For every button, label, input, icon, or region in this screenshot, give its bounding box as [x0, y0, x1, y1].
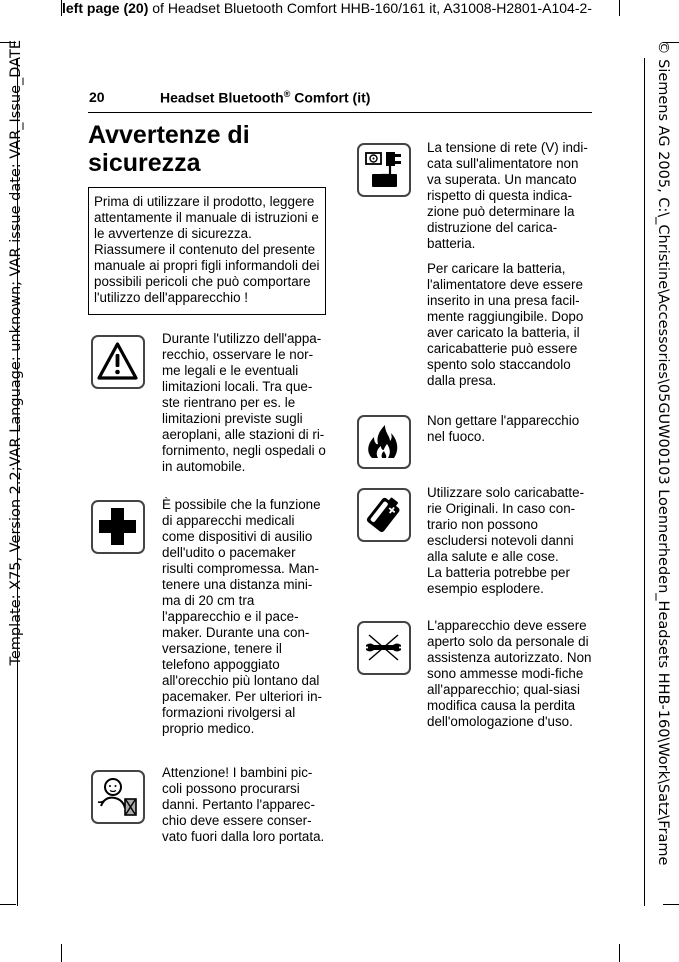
medical-section-text — [162, 497, 330, 737]
intro-paragraph-2: Riassumere il contenuto del presente manuale ai propri figli informandoli dei possibili pericoli che può comportare l'utilizzo dell'apparecchio ! — [94, 242, 320, 305]
battery-icon — [357, 488, 411, 542]
crop-mark — [61, 944, 62, 962]
warning-paragraph: Durante l'utilizzo dell'appa-recchio, osservare le nor-me legali e le eventuali limitazioni locali. Tra que-ste rientrano per es. le limitazioni previste sugli aeroplani, alle stazioni di ri-fornimento, negli ospedali o in automobile. — [162, 331, 326, 474]
crop-mark — [619, 944, 620, 962]
page-header — [88, 86, 592, 113]
fire-icon — [357, 415, 411, 469]
battery-paragraph-2: La batteria potrebbe per esempio esplodere. — [427, 565, 570, 596]
print-job-header — [62, 0, 674, 18]
warning-triangle-icon — [91, 335, 145, 389]
margin-rule — [644, 58, 645, 906]
child-safety-icon — [91, 770, 145, 824]
header-title-suffix: Comfort (it) — [290, 89, 371, 106]
registered-mark: ® — [283, 89, 291, 99]
header-title-main: Headset Bluetooth — [160, 89, 284, 106]
page-number: 20 — [89, 89, 105, 105]
power-supply-icon — [357, 143, 411, 197]
medical-cross-icon — [91, 500, 145, 554]
copyright-margin-note — [651, 40, 675, 920]
page-title — [88, 121, 308, 177]
power-paragraph-1: La tensione di rete (V) indi-cata sull'alimentatore non va superata. Un mancato rispetto di questa indica-zione può determinare la distruzione del carica-batteria. — [427, 140, 588, 251]
copyright-margin-text: © Siemens AG 2005, C:\_Christine\Accessories\05GUW00103 Loennerheden_Headsets HHB-160\Work\Satz\Frame — [655, 40, 671, 866]
power-section-text — [427, 140, 595, 389]
page-title-line-2: sicurezza — [88, 149, 201, 177]
fire-section-text — [427, 413, 595, 445]
repair-section-text — [427, 618, 595, 730]
warning-section-text — [162, 331, 330, 475]
fire-paragraph: Non gettare l'apparecchio nel fuoco. — [427, 413, 580, 444]
template-margin-text: Template: X75, Version 2.2;VAR Language: unknown; VAR issue date: VAR_Issue_DATE — [8, 40, 24, 666]
battery-section-text — [427, 485, 595, 597]
print-job-prefix: left page (20) — [62, 0, 149, 16]
repair-paragraph: L'apparecchio deve essere aperto solo da personale di assistenza autorizzato. Non sono ammesse modi-fiche all'apparecchio; qual-siasi modifica causa la perdita dell'omologazione d'uso. — [427, 618, 592, 729]
medical-paragraph: È possibile che la funzione di apparecchi medicali come dispositivi di ausilio dell'udito o pacemaker risulti compromessa. Man-tenere una distanza mini-ma di 20 cm tra l'apparecchio e il pace-maker. Durante una con-versazione, tenere il telefono appoggiato all'orecchio più lontano dal pacemaker. Per ulteriori in-formazioni rivolgersi al proprio medico. — [162, 497, 323, 736]
children-paragraph: Attenzione! I bambini pic-coli possono procurarsi danni. Pertanto l'apparec-chio deve essere conser-vato fuori dalla loro portata. — [162, 765, 325, 844]
intro-paragraph-1: Prima di utilizzare il prodotto, leggere attentamente il manuale di istruzioni e le avvertenze di sicurezza. — [94, 194, 319, 241]
print-job-rest: of Headset Bluetooth Comfort HHB-160/161 it, A31008-H2801-A104-2- — [148, 0, 592, 16]
page-title-line-1: Avvertenze di — [88, 121, 250, 149]
children-section-text — [162, 765, 330, 845]
intro-notice-box — [88, 187, 326, 315]
page-header-title — [160, 89, 370, 106]
battery-paragraph-1: Utilizzare solo caricabatte-rie Originali. In caso con-trario non possono escludersi notevoli danni alla salute e alle cose. — [427, 485, 585, 564]
power-paragraph-2: Per caricare la batteria, l'alimentatore deve essere inserito in una presa facil-mente raggiungibile. Dopo aver caricato la batteria, il caricabatterie può essere spento solo staccandolo dalla presa. — [427, 261, 584, 388]
template-margin-note — [4, 40, 28, 920]
no-repair-tools-icon — [357, 621, 411, 675]
